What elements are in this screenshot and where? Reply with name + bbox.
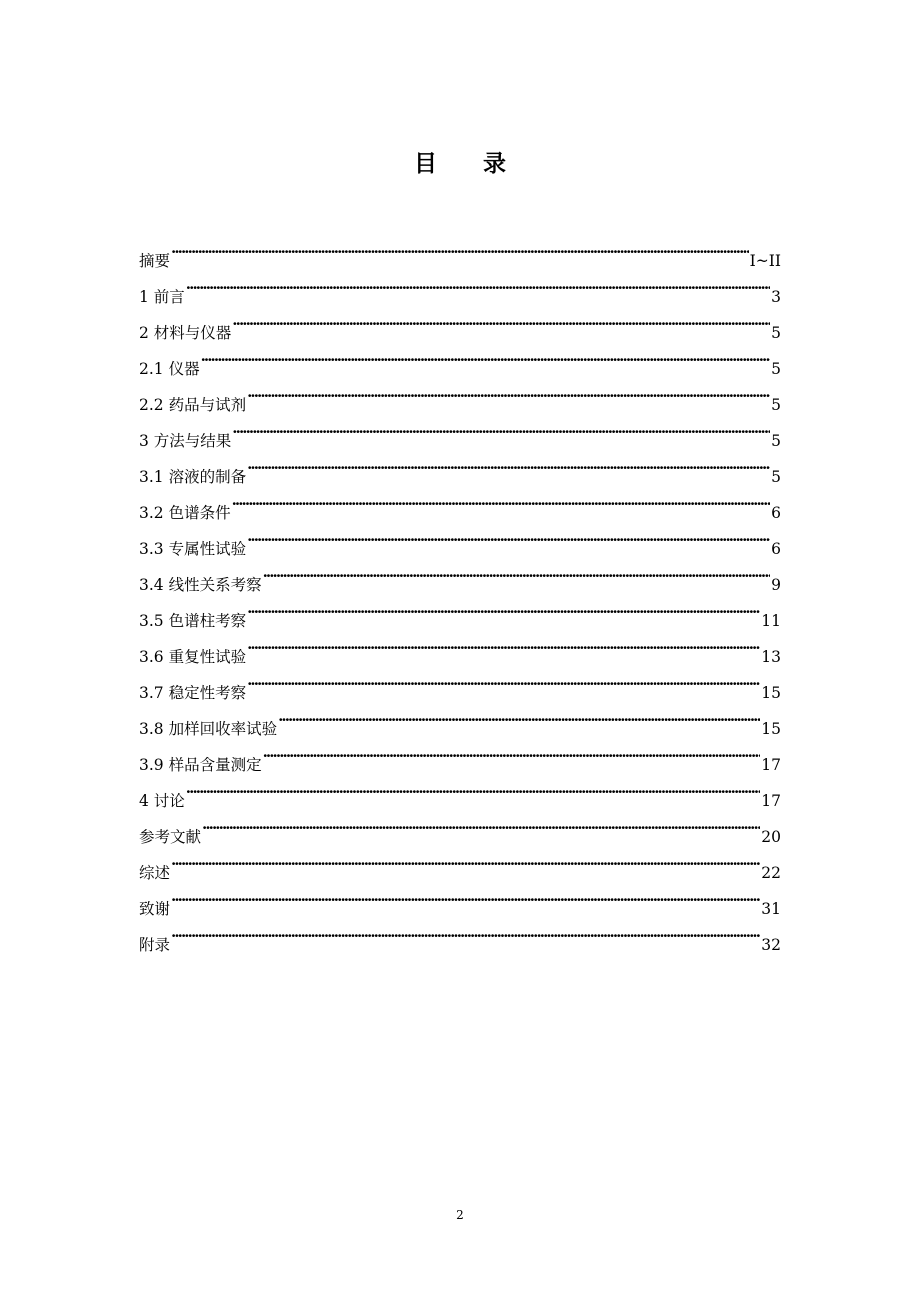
- toc-entry[interactable]: [139, 242, 781, 278]
- page-number: 2: [456, 1208, 464, 1222]
- toc-entry-page: 6: [771, 504, 781, 522]
- toc-dot-leader: [232, 422, 770, 446]
- toc-entry-page: 5: [771, 432, 781, 450]
- toc-entry-label: 2.2 药品与试剂: [139, 396, 247, 414]
- toc-entry[interactable]: [139, 422, 781, 458]
- toc-entry-label: 参考文献: [139, 828, 202, 846]
- toc-entry[interactable]: [139, 278, 781, 314]
- toc-entry[interactable]: [139, 350, 781, 386]
- toc-dot-leader: [263, 566, 771, 590]
- toc-dot-leader: [247, 530, 770, 554]
- toc-entry[interactable]: [139, 854, 781, 890]
- toc-entry[interactable]: [139, 314, 781, 350]
- toc-dot-leader: [247, 674, 760, 698]
- toc-dot-leader: [201, 350, 771, 374]
- toc-entry-label: 3.7 稳定性考察: [139, 684, 247, 702]
- title-char-left: 目: [414, 151, 437, 177]
- toc-entry-label: 4 讨论: [139, 792, 185, 810]
- title-char-right: 录: [483, 151, 506, 177]
- toc-dot-leader: [186, 782, 760, 806]
- toc-entry-label: 3.1 溶液的制备: [139, 468, 247, 486]
- toc-entry-page: 22: [761, 864, 781, 882]
- toc-entry-page: 15: [761, 684, 781, 702]
- toc-entry-page: 32: [761, 936, 781, 954]
- toc-entry-page: 17: [761, 756, 781, 774]
- toc-entry-label: 3.4 线性关系考察: [139, 576, 262, 594]
- table-of-contents: [139, 242, 781, 962]
- toc-entry-label: 3.9 样品含量测定: [139, 756, 262, 774]
- toc-entry-page: I~II: [749, 252, 781, 270]
- toc-entry-page: 5: [771, 396, 781, 414]
- toc-entry[interactable]: [139, 746, 781, 782]
- toc-dot-leader: [171, 890, 760, 914]
- toc-entry-label: 致谢: [139, 900, 171, 918]
- toc-dot-leader: [171, 926, 760, 950]
- toc-dot-leader: [263, 746, 761, 770]
- toc-entry-label: 摘要: [139, 252, 171, 270]
- toc-entry-page: 9: [771, 576, 781, 594]
- toc-entry-page: 5: [771, 360, 781, 378]
- toc-dot-leader: [247, 458, 770, 482]
- toc-entry[interactable]: [139, 890, 781, 926]
- toc-entry-label: 3.3 专属性试验: [139, 540, 247, 558]
- toc-dot-leader: [171, 242, 749, 266]
- toc-dot-leader: [202, 818, 760, 842]
- toc-entry-page: 11: [761, 612, 781, 630]
- toc-entry[interactable]: [139, 926, 781, 962]
- toc-dot-leader: [278, 710, 760, 734]
- toc-entry-page: 5: [771, 468, 781, 486]
- toc-entry-label: 2.1 仪器: [139, 360, 200, 378]
- toc-entry[interactable]: [139, 602, 781, 638]
- toc-entry[interactable]: [139, 710, 781, 746]
- toc-entry-label: 3 方法与结果: [139, 432, 232, 450]
- toc-dot-leader: [247, 638, 760, 662]
- toc-entry-label: 3.8 加样回收率试验: [139, 720, 278, 738]
- toc-entry-page: 17: [761, 792, 781, 810]
- toc-entry[interactable]: [139, 818, 781, 854]
- toc-entry[interactable]: [139, 386, 781, 422]
- toc-entry-page: 13: [761, 648, 781, 666]
- toc-dot-leader: [232, 314, 770, 338]
- toc-entry[interactable]: [139, 674, 781, 710]
- toc-entry-label: 综述: [139, 864, 171, 882]
- toc-entry-label: 3.5 色谱柱考察: [139, 612, 247, 630]
- toc-entry-page: 31: [761, 900, 781, 918]
- toc-entry-page: 6: [771, 540, 781, 558]
- toc-entry-page: 15: [761, 720, 781, 738]
- toc-entry-label: 3.2 色谱条件: [139, 504, 231, 522]
- toc-entry-label: 2 材料与仪器: [139, 324, 232, 342]
- toc-dot-leader: [232, 494, 771, 518]
- page-title: [0, 148, 920, 180]
- toc-entry-page: 5: [771, 324, 781, 342]
- toc-entry[interactable]: [139, 782, 781, 818]
- toc-dot-leader: [247, 602, 760, 626]
- toc-entry[interactable]: [139, 638, 781, 674]
- toc-entry[interactable]: [139, 458, 781, 494]
- toc-dot-leader: [186, 278, 770, 302]
- toc-entry-label: 1 前言: [139, 288, 185, 306]
- toc-entry[interactable]: [139, 530, 781, 566]
- toc-entry-label: 附录: [139, 936, 171, 954]
- toc-entry-page: 20: [761, 828, 781, 846]
- toc-entry[interactable]: [139, 566, 781, 602]
- toc-dot-leader: [247, 386, 770, 410]
- toc-entry-page: 3: [771, 288, 781, 306]
- toc-entry-label: 3.6 重复性试验: [139, 648, 247, 666]
- toc-dot-leader: [171, 854, 760, 878]
- toc-entry[interactable]: [139, 494, 781, 530]
